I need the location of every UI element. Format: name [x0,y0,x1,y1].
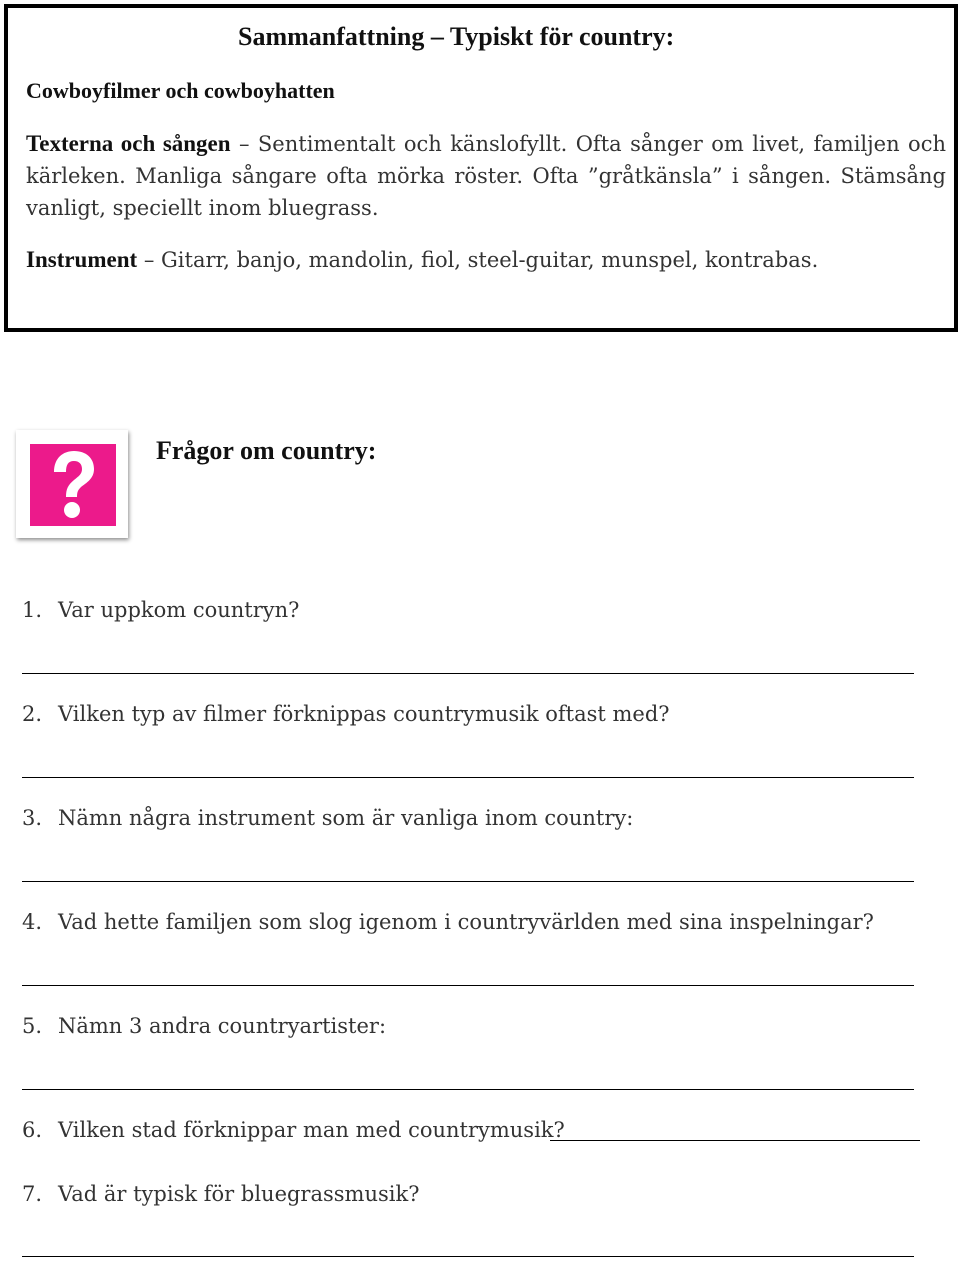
summary-title: Sammanfattning – Typiskt för country: [238,22,675,51]
questions-title: Frågor om country: [156,436,377,465]
question-mark-icon-tile [30,444,116,526]
question-mark-glyph [30,444,116,526]
question-text: Nämn 3 andra countryartister: [58,1014,387,1038]
question-text: Nämn några instrument som är vanliga inom country: [58,806,634,830]
question-text: Vad är typisk för bluegrassmusik? [58,1182,420,1206]
cowboy-line: Cowboyfilmer och cowboyhatten [26,78,335,103]
instrument-paragraph [26,244,946,276]
texts-paragraph [26,128,946,224]
question-number: 7. [22,1182,43,1206]
answer-line-2[interactable] [22,777,914,778]
texts-label: Texterna och sången [26,131,231,156]
question-4 [22,910,874,934]
question-number: 1. [22,598,43,622]
question-6 [22,1118,565,1142]
question-3 [22,806,633,830]
instrument-label: Instrument [26,247,138,272]
answer-line-1[interactable] [22,673,914,674]
question-5 [22,1014,386,1038]
answer-line-7[interactable] [22,1256,914,1257]
question-text: Var uppkom countryn? [58,598,300,622]
question-number: 4. [22,910,43,934]
answer-line-4[interactable] [22,985,914,986]
question-number: 2. [22,702,43,726]
question-text: Vilken stad förknippar man med countrymusik? [58,1118,565,1142]
question-2 [22,702,670,726]
answer-line-5[interactable] [22,1089,914,1090]
question-number: 3. [22,806,43,830]
summary-box [4,4,958,332]
question-1 [22,598,299,622]
answer-line-3[interactable] [22,881,914,882]
question-7 [22,1182,419,1206]
question-text: Vilken typ av filmer förknippas countrymusik oftast med? [58,702,670,726]
answer-line-6[interactable] [550,1140,920,1141]
question-mark-icon [16,430,128,538]
texts-body: – Sentimentalt och känslofyllt. Ofta sånger om livet, familjen och kärleken. Manliga sångare ofta mörka röster. Ofta ”gråtkänsla” i sången. Stämsång vanligt, speciellt inom bluegrass. [26,132,946,220]
instrument-body: – Gitarr, banjo, mandolin, fiol, steel-guitar, munspel, kontrabas. [137,248,819,272]
question-text: Vad hette familjen som slog igenom i countryvärlden med sina inspelningar? [58,910,874,934]
question-number: 6. [22,1118,43,1142]
question-number: 5. [22,1014,43,1038]
